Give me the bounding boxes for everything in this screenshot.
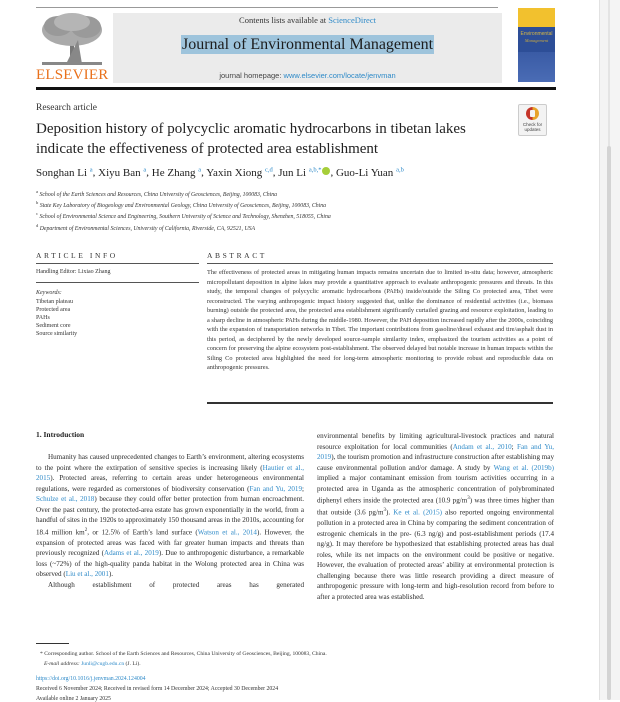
author[interactable] [152,167,201,179]
header-top-rule [36,7,498,8]
author-name[interactable]: Songhan Li [36,166,88,179]
body-column-right [317,431,554,602]
email-label: E-mail address: [44,660,82,667]
citation-link[interactable]: Hautier et al., 2015 [36,463,304,483]
author-affiliation-mark[interactable]: a [89,166,93,173]
citation-link[interactable]: Liu et al., 2001 [65,570,109,579]
affiliation-mark: a [36,189,38,194]
author-affiliation-mark[interactable]: a [143,166,147,173]
text-run: ). [108,570,114,579]
text-run: ), the tourism promotion and infrastructure construction after establishing may cause environmental pollution and/or damage. A study by [317,453,554,472]
text-run: ). Protected areas, referring to certain areas under heterogeneous environmental regulations, were regarded as cornerstones of biodiversity conservation ( [36,474,304,493]
citation-link[interactable]: Fan and Yu, 2019 [317,442,554,462]
keyword: PAHs [36,315,50,321]
affiliation-item [36,199,331,210]
citation-link[interactable]: Wang et al. (2019b) [493,463,554,472]
author-affiliation-mark[interactable]: a [198,166,202,173]
email-suffix: (J. Li). [124,660,141,667]
abstract-bottom-rule [207,402,553,404]
citation-link[interactable]: Fan and Yu, 2019 [249,484,303,493]
keywords-list [36,298,77,338]
affiliation-text: Department of Environmental Sciences, University of California, Riverside, CA, 92521, USA [39,225,256,232]
homepage-link[interactable]: www.elsevier.com/locate/jenvman [283,71,396,80]
journal-cover-thumbnail[interactable] [518,8,555,82]
author-list: Songhan Li $^a$, Xiyu Ban $^a$, He Zhang $^a$, Yaxin Xiong $^{c,d}$, Jun Li $^{a,b,*}$ , Guo-Li Yuan $^{a,b}$ [36,166,404,179]
affiliation-item [36,188,331,199]
citation-link[interactable]: Andam et al., 2010 [452,442,512,451]
author[interactable] [336,167,404,179]
available-online-date: Available online 2 January 2025 [36,696,111,702]
article-title: Deposition history of polycyclic aromatic hydrocarbons in tibetan lakes indicate the effectiveness of protected area establishment [36,121,466,157]
author-name[interactable]: Guo-Li Yuan [335,166,394,179]
author-name[interactable]: Yaxin Xiong [206,166,263,179]
text-run: ) was three times higher than that outside (3.6 pg/m [317,496,554,517]
author[interactable] [278,167,330,179]
crossmark-label: Check for updates [522,122,543,132]
citation-link[interactable]: Schulze et al., 2018 [36,495,95,504]
abstract-heading: ABSTRACT [207,251,267,260]
cover-image [518,52,555,82]
vertical-scrollbar[interactable] [599,0,620,700]
text-run: ). [385,508,394,517]
text-run: Humanity has caused unprecedented changes to Earth’s environment, altering ecosystems to the point where the extirpation of sensitive species is increasing likely ( [36,453,304,472]
affiliation-mark: c [36,211,38,217]
affiliation-text: School of the Earth Sciences and Resources, China University of Geosciences, Beijing, 100083, China [39,191,278,198]
cover-header-band [518,8,555,27]
affiliation-mark: d [36,222,39,228]
homepage-prefix: journal homepage: [219,71,284,80]
sciencedirect-link[interactable]: ScienceDirect [328,15,376,25]
cover-title-line1: Environmental [520,31,553,37]
paragraph: Although establishment of protected areas has generated [48,580,304,589]
journal-title[interactable] [113,36,502,54]
publisher-name: ELSEVIER [36,67,109,83]
journal-banner [113,13,502,83]
body-column-left [36,452,304,590]
received-dates: Received 6 November 2024; Received in revised form 14 December 2024; Accepted 30 December 2024 [36,686,279,692]
doi-link[interactable]: https://doi.org/10.1016/j.jenvman.2024.124004 [36,676,146,682]
citation-link[interactable]: Adams et al., 2019 [103,549,159,558]
keyword: Source similarity [36,331,78,337]
text-run: environmental benefits by limiting agricultural-livestock practices and natural resource exploitation for local communities ( [317,432,554,451]
text-run: ; [302,484,304,493]
affiliation-item [36,210,331,221]
superscript: 3 [467,496,470,502]
keywords-rule [36,282,199,283]
author[interactable] [36,167,93,179]
contents-prefix: Contents lists available at [239,15,329,25]
paragraph [317,431,554,602]
author-affiliation-mark[interactable]: c,d [265,166,273,173]
affiliation-item [36,222,331,233]
email-link[interactable]: Junli@cugb.edu.cn [81,660,125,667]
section-heading-introduction: 1. Introduction [36,430,85,439]
citation-link[interactable]: Ke et al. (2015) [393,508,442,517]
text-run: ). However, the expansion of protected areas was faced with far greater human impacts and threats than previously recognized ( [36,528,304,558]
keywords-label: Keywords: [36,290,62,296]
corresponding-author-text: * Corresponding author. School of the Earth Sciences and Resources, China University of Geosciences, Beijing, 100083, China. [40,651,327,657]
article-info-rule [36,263,199,264]
author-name[interactable]: Xiyu Ban [98,166,141,179]
paragraph [36,452,304,580]
tree-icon [36,12,108,68]
handling-editor: Handling Editor: Lixiao Zhang [36,269,111,275]
journal-title-text[interactable]: Journal of Environmental Management [181,36,434,53]
citation-link[interactable]: Watson et al., 2014 [197,528,257,537]
corresponding-author-note [40,650,327,669]
author-name[interactable]: Jun Li [278,166,307,179]
article-type: Research article [36,103,97,113]
affiliation-mark: b [36,200,39,206]
orcid-icon[interactable] [322,167,330,175]
affiliation-text: State Key Laboratory of Biogeology and Environmental Geology, China University of Geosciences, Beijing, 100083, China [39,203,327,210]
text-run: , or 12.5% of Earth’s land surface ( [87,528,198,537]
affiliations [36,188,331,233]
journal-homepage [113,71,502,80]
author-name[interactable]: He Zhang [151,166,196,179]
footnote-rule [36,643,69,644]
text-run: ; [511,442,517,451]
keyword: Tibetan plateau [36,299,73,305]
keyword: Protected area [36,307,71,313]
author-affiliation-mark[interactable]: a,b,* [308,166,322,173]
abstract-rule [207,263,553,264]
scrollbar-thumb[interactable] [607,146,611,700]
scrollbar-track[interactable] [608,0,610,146]
article-info-heading: ARTICLE INFO [36,251,118,260]
author[interactable] [206,167,273,179]
header-bottom-rule [36,87,556,90]
text-run: implied a major contaminant emission from tourism activities occurring in a protected area in Uganda as the atmospheric concentration of polybrominated diphenyl ethers inside the protected area (10.9 pg/m [317,474,554,505]
superscript: 2 [84,527,88,533]
author-affiliation-mark[interactable]: a,b [396,166,404,173]
keyword: Sediment core [36,323,71,329]
crossmark-icon [526,107,539,120]
text-run: ). Due to anthropogenic disturbance, a remarkable loss (~72%) of the high-quality panda habitat in the Wolong protected area in China was observed ( [36,549,305,579]
cover-title-line2: Management [524,38,549,43]
author[interactable] [98,167,146,179]
affiliation-text: School of Environmental Science and Engineering, Southern University of Science and Technology, Shenzhen, 518055, China [39,214,331,221]
superscript: 3 [383,508,386,514]
abstract-text: The effectiveness of protected areas in mitigating human impacts remains uncertain due to limited in-situ data; however, atmospheric micropollutant deposition in alpine lakes may provide a quantitative approach to evaluate anthropogenic pressures and threats. In this study, the temporal changes of polycyclic aromatic hydrocarbons (PAHs) inside/outside the Siling Co protected area, Tibet were reconstructed. The varying anthropogenic impact history suggested that, unlike the dominance of residential activities (i.e., biomass burning) outside the protected area, the protected area establishment significantly curtailed grazing and resource exploitation, leading to a sharp decline in atmospheric PAHs during the middle-1980. However, the PAH deposition increased rapidly after the 2000s, coinciding with the expansion of transportation networks in Tibet. The important contributions from gasoline/diesel exhaust and tire/asphalt dust in this period, as deciphered by the newly developed source-sample similarity index, emphasized the tourism activities as a point of concern for preserving the alpine ecosystem post-establishment. The observed delayed but notable increase in human impacts within the Siling Co protected area highlighted the need for long-term atmospheric monitoring to provide robust and reproducible data on anthropogenic pressures. [207,269,553,372]
check-for-updates-button[interactable] [518,104,547,136]
text-run: ) because they could offer better protection from human encroachment. Over the past century, the protected-area estate has grown exponentially in the world, from a handful of sites in the 1920s to approximately 150 thousand areas in the 2010s, accounting for 18.4 million km [36,495,304,537]
email-line [40,660,327,670]
elsevier-logo[interactable] [36,12,108,84]
text-run: also reported ongoing environmental pollution in a protected area in China by comparing the sediment concentration of estrogenic chemicals in the pre- (6.3 ng/g) and post-establishment periods (17.4 ng/g). It may therefore be hypothesized that establishing protected areas has dual roles, while its net impacts on the environment could be positive or negative. However, the evaluation of protected areas’ ability at environmental protection is challenging because there was little research providing a direct measure of anthropogenic pressure with long-term and high-resolution record from before to after a protected area was established. [317,508,554,601]
contents-line [113,15,502,25]
